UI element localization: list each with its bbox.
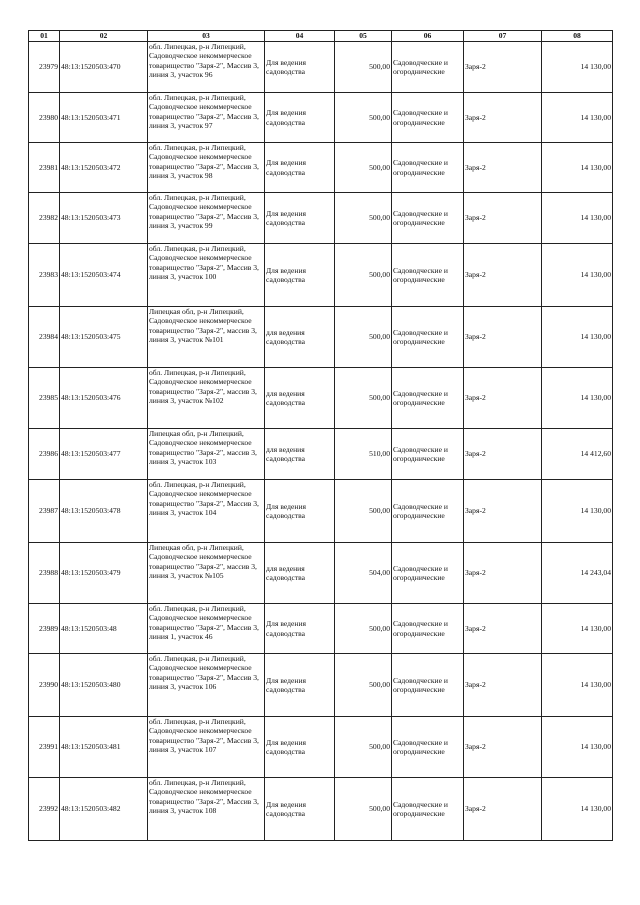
cell-row-number: 23992: [29, 778, 60, 841]
header-col-08: 08: [542, 31, 613, 42]
address-text: обл. Липецкая, р-н Липецкий, Садоводческое некоммерческое товарищество "Заря-2", Массив 3, линия 3, участок 97: [149, 93, 259, 131]
cell-address: [148, 717, 265, 778]
cell-cadastral-number: 48:13:1520503:478: [60, 480, 148, 543]
cell-permitted-use: Для ведения садоводства: [265, 480, 335, 543]
cell-address: [148, 93, 265, 143]
cell-area: 500,00: [335, 717, 392, 778]
cell-permitted-use: Для ведения садоводства: [265, 42, 335, 93]
cell-cadastral-cost: 14 130,00: [542, 778, 613, 841]
cell-cadastral-cost: 14 130,00: [542, 717, 613, 778]
address-text: обл. Липецкая, р-н Липецкий, Садоводческое некоммерческое товарищество "Заря-2", Массив 3, линия 3, участок 106: [149, 654, 259, 692]
table-row: [29, 193, 613, 244]
address-text: Липецкая обл, р-н Липецкий, Садоводческое некоммерческое товарищество "Заря-2", массив 3, линия 3, участок №101: [149, 307, 257, 345]
cell-land-category: Садоводческие и огороднические: [392, 778, 464, 841]
cell-row-number: 23982: [29, 193, 60, 244]
cell-permitted-use: Для ведения садоводства: [265, 778, 335, 841]
cell-cadastral-number: 48:13:1520503:477: [60, 429, 148, 480]
cell-cadastral-number: 48:13:1520503:473: [60, 193, 148, 244]
cell-land-category: Садоводческие и огороднические: [392, 429, 464, 480]
cell-land-category: Садоводческие и огороднические: [392, 368, 464, 429]
cell-permitted-use: Для ведения садоводства: [265, 604, 335, 654]
table-row: [29, 42, 613, 93]
cell-row-number: 23979: [29, 42, 60, 93]
cell-cadastral-number: 48:13:1520503:480: [60, 654, 148, 717]
cell-land-category: Садоводческие и огороднические: [392, 480, 464, 543]
cell-cadastral-number: 48:13:1520503:470: [60, 42, 148, 93]
cell-land-category: Садоводческие и огороднические: [392, 143, 464, 193]
land-registry-table: [28, 30, 613, 841]
cell-cadastral-cost: 14 130,00: [542, 143, 613, 193]
cell-permitted-use: для ведения садоводства: [265, 368, 335, 429]
cell-cadastral-number: 48:13:1520503:475: [60, 307, 148, 368]
cell-partnership-name: Заря-2: [464, 654, 542, 717]
address-text: обл. Липецкая, р-н Липецкий, Садоводческое некоммерческое товарищество "Заря-2", Массив 3, линия 1, участок 46: [149, 604, 259, 642]
cell-row-number: 23989: [29, 604, 60, 654]
cell-cadastral-number: 48:13:1520503:479: [60, 543, 148, 604]
cell-partnership-name: Заря-2: [464, 429, 542, 480]
header-col-02: 02: [60, 31, 148, 42]
cell-partnership-name: Заря-2: [464, 42, 542, 93]
cell-cadastral-cost: 14 130,00: [542, 307, 613, 368]
header-col-03: 03: [148, 31, 265, 42]
cell-area: 500,00: [335, 654, 392, 717]
address-text: обл. Липецкая, р-н Липецкий, Садоводческое некоммерческое товарищество "Заря-2", Массив 3, линия 3, участок 107: [149, 717, 259, 755]
cell-permitted-use: для ведения садоводства: [265, 429, 335, 480]
cell-partnership-name: Заря-2: [464, 778, 542, 841]
cell-partnership-name: Заря-2: [464, 93, 542, 143]
cell-cadastral-number: 48:13:1520503:471: [60, 93, 148, 143]
table-row: [29, 604, 613, 654]
cell-cadastral-number: 48:13:1520503:474: [60, 244, 148, 307]
cell-cadastral-cost: 14 412,60: [542, 429, 613, 480]
cell-partnership-name: Заря-2: [464, 307, 542, 368]
cell-row-number: 23984: [29, 307, 60, 368]
cell-permitted-use: для ведения садоводства: [265, 543, 335, 604]
cell-address: [148, 480, 265, 543]
cell-address: [148, 368, 265, 429]
cell-permitted-use: Для ведения садоводства: [265, 143, 335, 193]
table-row: [29, 93, 613, 143]
cell-area: 504,00: [335, 543, 392, 604]
cell-area: 500,00: [335, 480, 392, 543]
cell-partnership-name: Заря-2: [464, 143, 542, 193]
table-row: [29, 368, 613, 429]
cell-cadastral-number: 48:13:1520503:482: [60, 778, 148, 841]
cell-area: 510,00: [335, 429, 392, 480]
cell-row-number: 23990: [29, 654, 60, 717]
cell-cadastral-cost: 14 130,00: [542, 480, 613, 543]
cell-address: [148, 654, 265, 717]
cell-address: [148, 778, 265, 841]
table-row: [29, 307, 613, 368]
address-text: обл. Липецкая, р-н Липецкий, Садоводческое некоммерческое товарищество "Заря-2", Массив 3, линия 3, участок 99: [149, 193, 259, 231]
cell-address: [148, 543, 265, 604]
address-text: обл. Липецкая, р-н Липецкий, Садоводческое некоммерческое товарищество "Заря-2", Массив 3, линия 3, участок 96: [149, 42, 259, 80]
table-body: [29, 42, 613, 841]
cell-address: [148, 143, 265, 193]
cell-cadastral-number: 48:13:1520503:476: [60, 368, 148, 429]
header-col-01: 01: [29, 31, 60, 42]
address-text: обл. Липецкая, р-н Липецкий, Садоводческое некоммерческое товарищество "Заря-2", Массив 3, линия 3, участок 108: [149, 778, 259, 816]
cell-permitted-use: Для ведения садоводства: [265, 717, 335, 778]
cell-land-category: Садоводческие и огороднические: [392, 604, 464, 654]
header-row: [29, 31, 613, 42]
cell-land-category: Садоводческие и огороднические: [392, 543, 464, 604]
cell-address: [148, 193, 265, 244]
cell-land-category: Садоводческие и огороднические: [392, 307, 464, 368]
cell-row-number: 23983: [29, 244, 60, 307]
cell-cadastral-cost: 14 130,00: [542, 93, 613, 143]
cell-partnership-name: Заря-2: [464, 717, 542, 778]
cell-cadastral-cost: 14 130,00: [542, 654, 613, 717]
cell-row-number: 23987: [29, 480, 60, 543]
table-row: [29, 717, 613, 778]
cell-area: 500,00: [335, 244, 392, 307]
cell-land-category: Садоводческие и огороднические: [392, 244, 464, 307]
cell-land-category: Садоводческие и огороднические: [392, 193, 464, 244]
cell-cadastral-cost: 14 130,00: [542, 604, 613, 654]
cell-area: 500,00: [335, 193, 392, 244]
header-col-07: 07: [464, 31, 542, 42]
table-row: [29, 778, 613, 841]
cell-row-number: 23985: [29, 368, 60, 429]
cell-land-category: Садоводческие и огороднические: [392, 42, 464, 93]
cell-land-category: Садоводческие и огороднические: [392, 654, 464, 717]
cell-address: [148, 42, 265, 93]
cell-area: 500,00: [335, 368, 392, 429]
cell-permitted-use: Для ведения садоводства: [265, 244, 335, 307]
table-row: [29, 654, 613, 717]
cell-partnership-name: Заря-2: [464, 480, 542, 543]
table-row: [29, 143, 613, 193]
cell-cadastral-cost: 14 130,00: [542, 193, 613, 244]
table-row: [29, 543, 613, 604]
cell-cadastral-cost: 14 130,00: [542, 244, 613, 307]
address-text: обл. Липецкая, р-н Липецкий, Садоводческое некоммерческое товарищество "Заря-2", Массив 3, линия 3, участок 100: [149, 244, 259, 282]
address-text: обл. Липецкая, р-н Липецкий, Садоводческое некоммерческое товарищество "Заря-2", массив 3, линия 3, участок №102: [149, 368, 257, 406]
cell-address: [148, 307, 265, 368]
address-text: обл. Липецкая, р-н Липецкий, Садоводческое некоммерческое товарищество "Заря-2", Массив 3, линия 3, участок 104: [149, 480, 259, 518]
cell-partnership-name: Заря-2: [464, 244, 542, 307]
cell-row-number: 23981: [29, 143, 60, 193]
cell-area: 500,00: [335, 307, 392, 368]
cell-area: 500,00: [335, 778, 392, 841]
cell-row-number: 23986: [29, 429, 60, 480]
cell-land-category: Садоводческие и огороднические: [392, 717, 464, 778]
address-text: Липецкая обл, р-н Липецкий, Садоводческое некоммерческое товарищество "Заря-2", массив 3, линия 3, участок 103: [149, 429, 257, 467]
header-col-05: 05: [335, 31, 392, 42]
cell-cadastral-number: 48:13:1520503:48: [60, 604, 148, 654]
cell-area: 500,00: [335, 42, 392, 93]
cell-address: [148, 429, 265, 480]
cell-permitted-use: Для ведения садоводства: [265, 654, 335, 717]
cell-permitted-use: Для ведения садоводства: [265, 93, 335, 143]
cell-cadastral-cost: 14 130,00: [542, 368, 613, 429]
cell-cadastral-cost: 14 130,00: [542, 42, 613, 93]
cell-partnership-name: Заря-2: [464, 368, 542, 429]
cell-area: 500,00: [335, 93, 392, 143]
cell-cadastral-number: 48:13:1520503:481: [60, 717, 148, 778]
address-text: обл. Липецкая, р-н Липецкий, Садоводческое некоммерческое товарищество "Заря-2", Массив 3, линия 3, участок 98: [149, 143, 259, 181]
cell-partnership-name: Заря-2: [464, 604, 542, 654]
cell-address: [148, 604, 265, 654]
cell-permitted-use: Для ведения садоводства: [265, 193, 335, 244]
cell-land-category: Садоводческие и огороднические: [392, 93, 464, 143]
cell-permitted-use: для ведения садоводства: [265, 307, 335, 368]
cell-area: 500,00: [335, 143, 392, 193]
address-text: Липецкая обл, р-н Липецкий, Садоводческое некоммерческое товарищество "Заря-2", массив 3, линия 3, участок №105: [149, 543, 257, 581]
table-row: [29, 480, 613, 543]
cell-cadastral-number: 48:13:1520503:472: [60, 143, 148, 193]
cell-cadastral-cost: 14 243,04: [542, 543, 613, 604]
header-col-06: 06: [392, 31, 464, 42]
table-row: [29, 429, 613, 480]
cell-row-number: 23988: [29, 543, 60, 604]
cell-partnership-name: Заря-2: [464, 193, 542, 244]
cell-address: [148, 244, 265, 307]
cell-row-number: 23991: [29, 717, 60, 778]
cell-partnership-name: Заря-2: [464, 543, 542, 604]
table-row: [29, 244, 613, 307]
cell-area: 500,00: [335, 604, 392, 654]
cell-row-number: 23980: [29, 93, 60, 143]
header-col-04: 04: [265, 31, 335, 42]
